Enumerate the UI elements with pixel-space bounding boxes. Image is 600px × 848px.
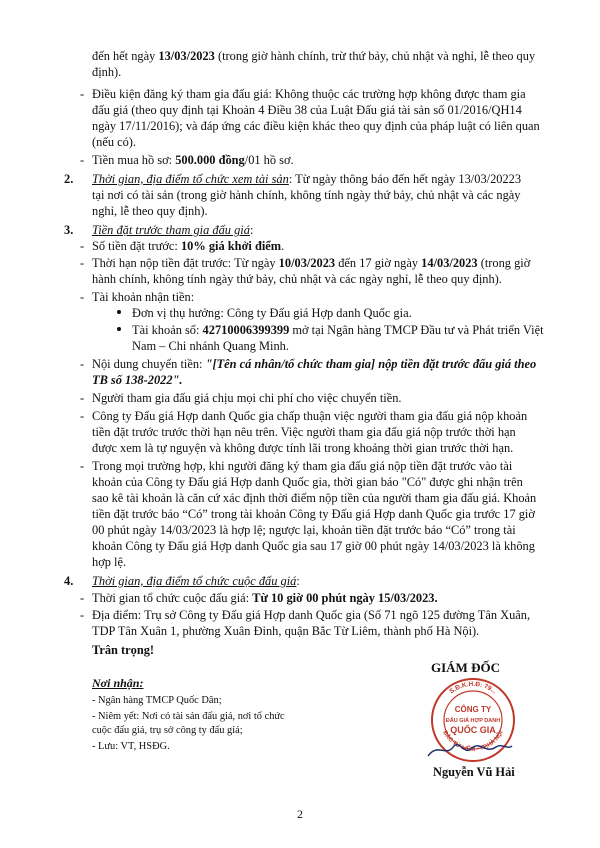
text-line: hành chính, không tính ngày thứ bảy, chủ nhật và các ngày nghỉ, lễ theo quy định). xyxy=(92,272,502,286)
text-line: nghỉ, lễ theo quy định). xyxy=(92,204,208,218)
text-line: Địa điểm: Trụ sở Công ty Đấu giá Hợp danh Quốc gia (Số 71 ngõ 125 đường Tân Xuân, xyxy=(92,608,531,622)
text-line: khoản của Công ty Đấu giá Hợp danh Quốc gia, thời gian báo "Có" được ghi nhận trên xyxy=(92,475,523,489)
text-line: tiền đặt trước báo “Có” trong tài khoản Công ty Đấu giá Hợp danh Quốc gia trước 17 giờ xyxy=(92,507,535,521)
recipients-title: Nơi nhận: xyxy=(92,676,144,690)
round-bullet xyxy=(117,310,121,314)
text-line: Nội dung chuyển tiền: "[Tên cá nhân/tổ chức tham gia] nộp tiền đặt trước đấu giá theo xyxy=(92,357,537,371)
dash-bullet: - xyxy=(80,591,85,605)
text-line: đến hết ngày 13/03/2023 (trong giờ hành chính, trừ thứ bảy, chủ nhật và nghỉ, lễ theo quy xyxy=(92,49,536,63)
text-line: Tài khoản số: 42710006399399 mở tại Ngân hàng TMCP Đầu tư và Phát triển Việt xyxy=(132,323,544,337)
text-line: được xem là tự nguyện và không được tính lãi trong khoảng thời gian trước thời hạn. xyxy=(92,441,514,455)
dash-bullet: - xyxy=(80,290,85,304)
section-number: 4. xyxy=(64,574,74,588)
text-line: Tài khoản nhận tiền: xyxy=(92,290,195,304)
text-line: đấu giá (theo quy định tại Khoản 4 Điều 38 của Luật Đấu giá tài sản số 01/2016/QH14 xyxy=(92,103,522,117)
dash-bullet: - xyxy=(80,256,85,270)
text-line: tiền đặt trước trước thời hạn nêu trên. Việc người tham gia đấu giá nộp trước thời hạn xyxy=(92,425,516,439)
recipient-item: - Niêm yết: Nơi có tài sản đấu giá, nơi tổ chức xyxy=(92,711,285,722)
text-line: Số tiền đặt trước: 10% giá khởi điểm. xyxy=(92,239,285,253)
section-heading: Thời gian, địa điểm tổ chức xem tài sản: Từ ngày thông báo đến hết ngày 13/03/20223 xyxy=(92,172,522,186)
text-line: Điều kiện đăng ký tham gia đấu giá: Không thuộc các trường hợp không được tham gia xyxy=(92,87,526,101)
svg-text:BẮC TỪ LIÊM - TP.HÀ NỘI: BẮC TỪ LIÊM - TP.HÀ NỘI xyxy=(441,730,505,753)
recipient-item: cuộc đấu giá, trụ sở công ty đấu giá; xyxy=(92,725,243,736)
section-number: 2. xyxy=(64,172,74,186)
dash-bullet: - xyxy=(80,391,85,405)
text-line: TB số 138-2022". xyxy=(92,373,183,387)
text-line: tại nơi có tài sản (trong giờ hành chính, không tính ngày thứ bảy, chủ nhật và các ngày xyxy=(92,188,521,202)
signer-name: Nguyễn Vũ Hải xyxy=(433,765,515,779)
svg-text:QUỐC GIA: QUỐC GIA xyxy=(450,725,496,735)
recipient-item: - Lưu: VT, HSĐG. xyxy=(92,741,170,752)
text-line: ngày 17/11/2016); và đáp ứng các điều kiện khác theo quy định của pháp luật có liên quan xyxy=(92,119,540,133)
text-line: Công ty Đấu giá Hợp danh Quốc gia chấp thuận việc người tham gia đấu giá nộp khoản xyxy=(92,409,528,423)
svg-text:ĐẤU GIÁ HỢP DANH: ĐẤU GIÁ HỢP DANH xyxy=(445,718,501,724)
round-bullet xyxy=(117,327,121,331)
text-line: TDP Tân Xuân 1, phường Xuân Đỉnh, quận Bắc Từ Liêm, thành phố Hà Nội). xyxy=(92,624,480,638)
dash-bullet: - xyxy=(80,608,85,622)
text-line: sao kê tài khoản là căn cứ xác định thời điểm nộp tiền của người tham gia đấu giá. Khoản xyxy=(92,491,537,505)
svg-text:S.Đ.K.H.Đ: 79...: S.Đ.K.H.Đ: 79... xyxy=(448,680,498,696)
text-line: Tiền mua hồ sơ: 500.000 đồng/01 hồ sơ. xyxy=(92,153,294,167)
dash-bullet: - xyxy=(80,409,85,423)
section-heading: Thời gian, địa điểm tổ chức cuộc đấu giá: xyxy=(92,574,300,588)
text-line: Thời gian tổ chức cuộc đấu giá: Từ 10 giờ 00 phút ngày 15/03/2023. xyxy=(92,591,438,605)
svg-text:CÔNG TY: CÔNG TY xyxy=(454,705,492,714)
dash-bullet: - xyxy=(80,87,85,101)
text-line: Người tham gia đấu giá chịu mọi chi phí cho việc chuyển tiền. xyxy=(92,391,402,405)
text-line: Thời hạn nộp tiền đặt trước: Từ ngày 10/03/2023 đến 17 giờ ngày 14/03/2023 (trong giờ xyxy=(92,256,531,270)
dash-bullet: - xyxy=(80,153,85,167)
section-number: 3. xyxy=(64,223,74,237)
signer-title: GIÁM ĐỐC xyxy=(431,660,500,675)
handwritten-signature xyxy=(424,738,514,762)
text-line: hợp lệ. xyxy=(92,555,127,569)
dash-bullet: - xyxy=(80,357,85,371)
dash-bullet: - xyxy=(80,239,85,253)
text-line: 00 phút ngày 14/03/2023 là hợp lệ; ngược lại, khoản tiền đặt trước báo “Có” trong tài xyxy=(92,523,516,537)
recipient-item: - Ngân hàng TMCP Quốc Dân; xyxy=(92,695,222,706)
text-line: khoản Công ty Đấu giá Hợp danh Quốc gia sau 17 giờ 00 phút ngày 14/03/2023 là không xyxy=(92,539,535,553)
page-number: 2 xyxy=(297,807,303,821)
text-line: Nam – Chi nhánh Quang Minh. xyxy=(132,339,289,353)
closing-greeting: Trân trọng! xyxy=(92,643,155,657)
text-line: định). xyxy=(92,65,122,79)
text-line: Trong mọi trường hợp, khi người đăng ký tham gia đấu giá nộp tiền đặt trước vào tài xyxy=(92,459,513,473)
text-line: Đơn vị thụ hưởng: Công ty Đấu giá Hợp danh Quốc gia. xyxy=(132,306,412,320)
dash-bullet: - xyxy=(80,459,85,473)
text-line: (nếu có). xyxy=(92,135,137,149)
section-heading: Tiền đặt trước tham gia đấu giá: xyxy=(92,223,254,237)
